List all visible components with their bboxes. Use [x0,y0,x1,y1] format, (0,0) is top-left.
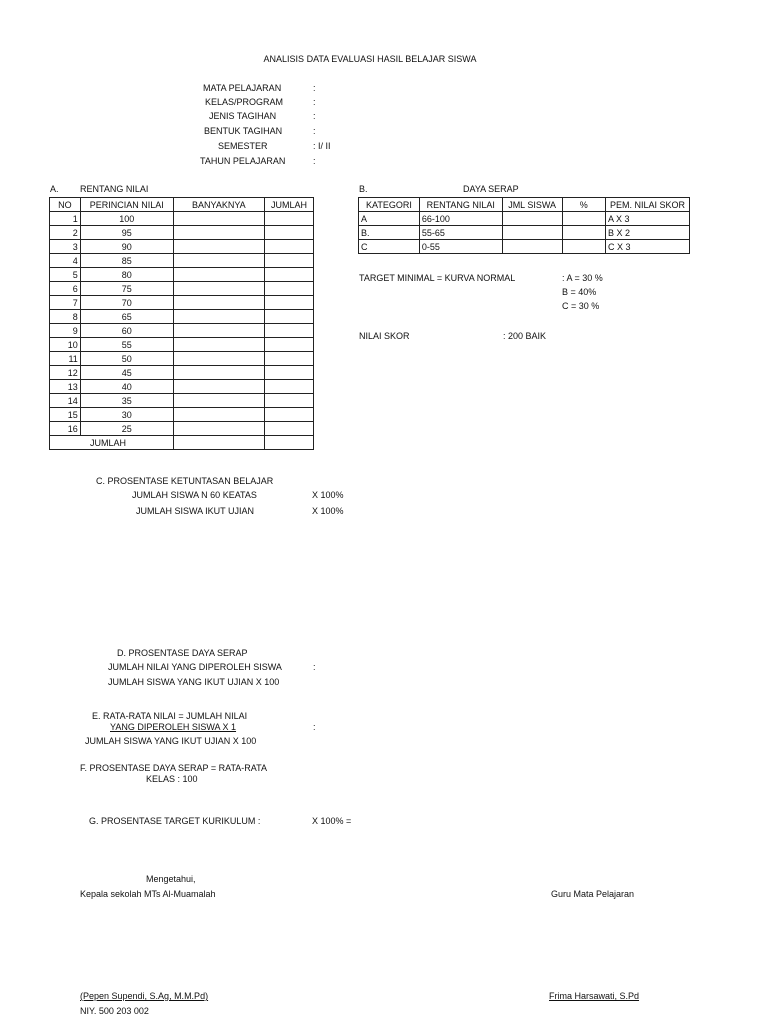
section-b-title: DAYA SERAP [463,184,519,194]
page-title: ANALISIS DATA EVALUASI HASIL BELAJAR SISWA [263,54,477,64]
section-e-suffix: : [313,722,316,732]
table-row: 10 55 [50,338,314,352]
table-row: 3 90 [50,240,314,254]
section-e-line2: YANG DIPEROLEH SISWA X 1 [110,722,237,732]
section-a-letter: A. [50,184,59,194]
section-f-line1: F. PROSENTASE DAYA SERAP = RATA-RATA [80,763,267,773]
table-row: B. 55-65 B X 2 [359,226,690,240]
guru-title: Guru Mata Pelajaran [551,889,635,899]
info-sep: : [313,156,316,166]
table-row: 15 30 [50,408,314,422]
section-c-line2: JUMLAH SISWA IKUT UJIAN [136,506,255,516]
rentang-nilai-table [49,197,314,450]
nilai-skor-label: NILAI SKOR [359,331,410,341]
nilai-skor-value: : 200 BAIK [503,331,547,341]
info-sep: : [313,111,316,121]
table-row: 7 70 [50,296,314,310]
daya-serap-table [358,197,690,254]
kepala-title: Kepala sekolah MTs Al-Muamalah [80,889,216,899]
table-row: 9 60 [50,324,314,338]
info-label: MATA PELAJARAN [203,83,282,93]
section-d-line2: JUMLAH SISWA YANG IKUT UJIAN X 100 [108,677,280,687]
section-c-suffix2: X 100% [312,506,344,516]
kepala-name: (Pepen Supendi, S.Ag, M.M.Pd) [80,991,209,1001]
col-header: NO [50,198,81,212]
section-a-title: RENTANG NILAI [80,184,149,194]
info-value: I/ II [318,141,331,151]
table-row: 1 100 [50,212,314,226]
info-label: BENTUK TAGIHAN [204,126,283,136]
section-c-line1: JUMLAH SISWA N 60 KEATAS [132,490,257,500]
col-header: JUMLAH [265,198,314,212]
mengetahui-text: Mengetahui, [146,874,196,884]
section-f-line2: KELAS : 100 [146,774,198,784]
table-row: A 66-100 A X 3 [359,212,690,226]
section-d-line1: JUMLAH NILAI YANG DIPEROLEH SISWA [108,662,282,672]
target-a: : A = 30 % [562,273,603,283]
info-sep: : [313,126,316,136]
section-b-letter: B. [359,184,368,194]
section-c-title: C. PROSENTASE KETUNTASAN BELAJAR [96,476,274,486]
info-label: JENIS TAGIHAN [209,111,277,121]
table-row: 2 95 [50,226,314,240]
guru-name: Frima Harsawati, S.Pd [549,991,640,1001]
info-sep: : [313,97,316,107]
table-row: 8 65 [50,310,314,324]
table-row: 5 80 [50,268,314,282]
section-d-suffix: : [313,662,316,672]
section-e-line3: JUMLAH SISWA YANG IKUT UJIAN X 100 [85,736,257,746]
col-header: RENTANG NILAI [419,198,502,212]
info-sep: : [313,83,316,93]
info-label: SEMESTER [218,141,268,151]
section-c-suffix1: X 100% [312,490,344,500]
table-row: 11 50 [50,352,314,366]
section-g-suffix: X 100% = [312,816,352,826]
col-header: % [562,198,605,212]
table-header-row [50,198,314,212]
total-label: JUMLAH [50,436,174,450]
section-d-title: D. PROSENTASE DAYA SERAP [117,648,248,658]
table-row: 14 35 [50,394,314,408]
section-g-label: G. PROSENTASE TARGET KURIKULUM : [89,816,261,826]
table-header-row [359,198,690,212]
table-row: 12 45 [50,366,314,380]
info-label: TAHUN PELAJARAN [200,156,286,166]
table-row: 13 40 [50,380,314,394]
target-b: B = 40% [562,287,597,297]
table-row: 6 75 [50,282,314,296]
table-total-row [50,436,314,450]
info-sep: : [313,141,316,151]
col-header: BANYAKNYA [173,198,265,212]
table-row: C 0-55 C X 3 [359,240,690,254]
table-row: 16 25 [50,422,314,436]
col-header: KATEGORI [359,198,420,212]
col-header: JML SISWA [502,198,562,212]
col-header: PERINCIAN NILAI [80,198,173,212]
kepala-id: NIY. 500 203 002 [80,1006,149,1016]
info-label: KELAS/PROGRAM [205,97,284,107]
section-e-line1: E. RATA-RATA NILAI = JUMLAH NILAI [92,711,248,721]
col-header: PEM. NILAI SKOR [606,198,690,212]
target-label: TARGET MINIMAL = KURVA NORMAL [359,273,516,283]
target-c: C = 30 % [562,301,600,311]
table-row: 4 85 [50,254,314,268]
